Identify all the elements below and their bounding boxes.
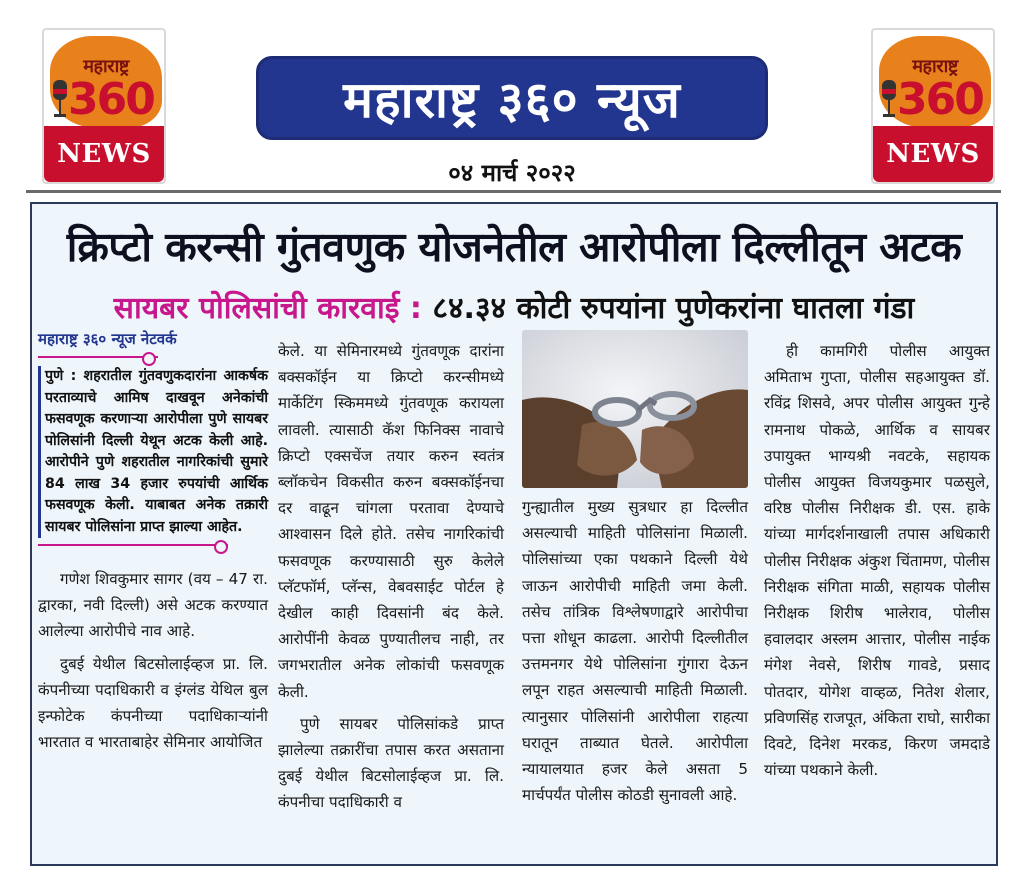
microphone-icon	[879, 80, 899, 118]
logo-number: 360	[897, 74, 983, 125]
body-paragraph: केले. या सेमिनारमध्ये गुंतवणूक दारांना बक्सकॉईन या क्रिप्टो करन्सीमध्ये मार्केटिंग स्किममध्ये गुंतवणूक करायला लावली. त्यासाठी कॅश फिनिक्स नावाचे क्रिप्टो एक्सचेंज तयार करुन स्वतंत्र ब्लॉकचेन विकसीत करुन बक्सकॉईनचा दर वाढून चांगला परतावा देण्याचे आश्वासन दिले होते. तसेच नागरिकांची फसवणूक करण्यासाठी सुरु केलेले प्लॅटफॉर्म, प्लॅन्स, वेबवसाईट पोर्टल हे देखील काही दिवसांनी बंद केले. आरोपींनी केवळ पुण्यातीलच नाही, तर जगभरातील अनेक लोकांची फसवणूक केली.	[278, 342, 504, 701]
body-paragraph: पुणे सायबर पोलिसांकडे प्राप्त झालेल्या तक्रारींचा तपास करत असताना दुबई येथील बिटसोलाईव्हज प्रा. लि. कंपनीचा पदाधिकारी व	[278, 714, 504, 812]
ornamental-divider	[38, 356, 158, 358]
logo-small-text: महाराष्ट्र	[912, 56, 958, 77]
microphone-icon	[50, 80, 70, 118]
logo-left	[42, 28, 166, 184]
body-paragraph: दुबई येथील बिटसोलाईव्हज प्रा. लि. कंपनीच्या पदाधिकारी व इंग्लंड येथिल बुल इन्फोटेक कंपनीच्या पदाधिकाऱ्यांनी भारतात व भारताबाहेर सेमिनार आयोजित	[38, 654, 268, 752]
header-rule	[26, 190, 1001, 193]
logo-right	[871, 28, 995, 184]
article-subheadline	[32, 286, 996, 327]
lede-paragraph: पुणे : शहरातील गुंतवणुकदारांना आकर्षक परताव्याचे आमिष दाखवून अनेकांची फसवणूक करणाऱ्या आरोपीला पुणे सायबर पोलिसांनी दिल्ली येथून अटक केली आहे. आरोपीने पुणे शहरातील नागरिकांची सुमारे 84 लाख 34 हजार रुपयांची आर्थिक फसवणूक केली. याबाबत अनेक तक्रारी सायबर पोलिसांना प्राप्त झाल्या आहेत.	[38, 366, 268, 538]
issue-date: ०४ मार्च २०२२	[448, 159, 576, 187]
article-column-4	[764, 338, 990, 783]
article-column-3	[522, 494, 748, 808]
logo-number: 360	[68, 74, 154, 125]
body-paragraph: ही कामगिरी पोलीस आयुक्त अमिताभ गुप्ता, पोलीस सहआयुक्त डॉ. रविंद्र शिसवे, अपर पोलीस आयुक्त गुन्हे रामनाथ पोकळे, आर्थिक व सायबर उपायुक्त भाग्यश्री नवटके, सहायक पोलीस आयुक्त विजयकुमार पळसुले, वरिष्ठ पोलीस निरीक्षक डी. एस. हाके यांच्या मार्गदर्शनाखाली तपास अधिकारी पोलीस निरीक्षक अंकुश चिंतामण, पोलीस निरीक्षक संगिता माळी, सहायक पोलीस निरीक्षक शिरीष भालेराव, पोलीस हवालदार अस्लम आत्तार, पोलीस नाईक मंगेश नेवसे, शिरीष गावडे, प्रसाद पोतदार, योगेश वाव्हळ, नितेश शेलार, प्रविणसिंह राजपूत, अंकिता राघो, सारीका दिवटे, दिनेश मरकड, किरण जमदाडे यांच्या पथकाने केली.	[764, 342, 990, 780]
article-headline: क्रिप्टो करन्सी गुंतवणुक योजनेतील आरोपीला दिल्लीतून अटक	[66, 223, 962, 271]
logo-news-band	[44, 126, 164, 182]
handcuffed-hands-photo	[522, 330, 748, 488]
logo-news-text: NEWS	[886, 139, 980, 169]
ornamental-divider	[38, 544, 228, 546]
body-paragraph: गुन्ह्यातील मुख्य सुत्रधार हा दिल्लीत असल्याची माहिती पोलिसांना मिळाली. पोलिसांच्या एका पथकाने दिल्ली येथे जाऊन आरोपीची माहिती जमा केली. तसेच तांत्रिक विश्लेषणाद्वारे आरोपीचा पत्ता शोधून काढला. आरोपी दिल्लीतील उत्तमनगर येथे पोलिसांना गुंगारा देऊन लपून राहत असल्याची माहिती मिळाली. त्यानुसार पोलिसांनी आरोपीला राहत्या घरातून ताब्यात घेतले. आरोपीला न्यायालयात हजर केले असता 5 मार्चपर्यंत पोलीस कोठडी सुनावली आहे.	[522, 498, 748, 805]
article-column-2	[278, 338, 504, 816]
logo-news-band	[873, 126, 993, 182]
article-frame	[30, 202, 998, 866]
logo-news-text: NEWS	[57, 139, 151, 169]
masthead-title: महाराष्ट्र ३६० न्यूज	[343, 71, 681, 129]
subheadline-text: ८४.३४ कोटी रुपयांना पुणेकरांना घातला गंडा	[432, 291, 915, 326]
masthead-title-box	[256, 56, 768, 140]
subheadline-kicker: सायबर पोलिसांची कारवाई :	[113, 291, 422, 326]
article-column-1	[38, 328, 268, 755]
byline: महाराष्ट्र ३६० न्यूज नेटवर्क	[38, 330, 177, 348]
logo-small-text: महाराष्ट्र	[83, 56, 129, 77]
body-paragraph: गणेश शिवकुमार सागर (वय – 47 रा. द्वारका, नवी दिल्ली) असे अटक करण्यात आलेल्या आरोपीचे नाव आहे.	[38, 570, 268, 641]
